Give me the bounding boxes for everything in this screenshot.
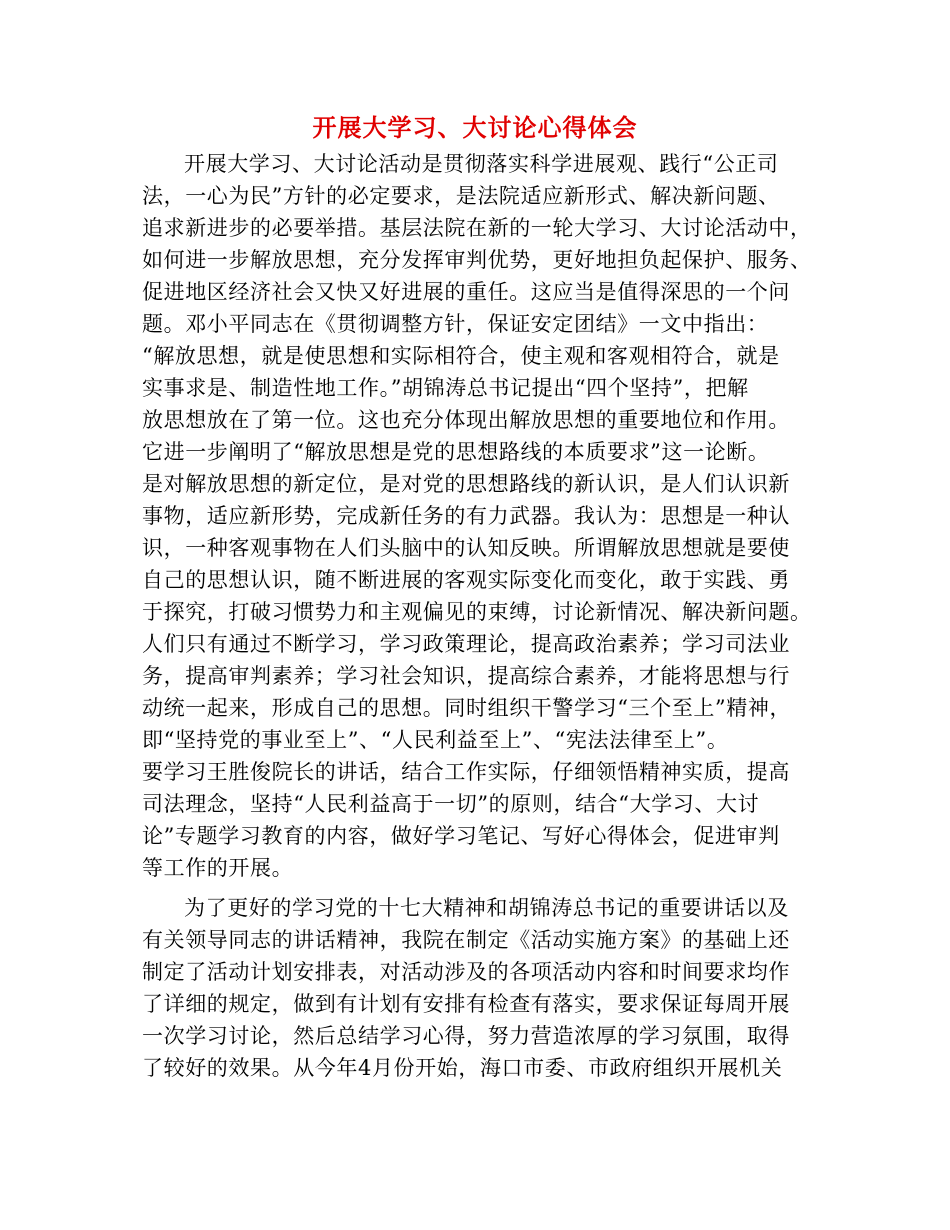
- text-line: 为了更好的学习党的十七大精神和胡锦涛总书记的重要讲话以及: [184, 896, 789, 920]
- text-line: 务，提高审判素养；学习社会知识，提高综合素养，才能将思想与行: [142, 664, 790, 688]
- text-line: 即“坚持党的事业至上”、“人民利益至上”、“宪法法律至上”。: [142, 728, 729, 752]
- text-line: 法，一心为民”方针的必定要求，是法院适应新形式、解决新问题、: [142, 184, 780, 208]
- text-line: 放思想放在了第一位。这也充分体现出解放思想的重要地位和作用。: [142, 408, 790, 432]
- text-line: 开展大学习、大讨论活动是贯彻落实科学进展观、践行“公正司: [184, 152, 779, 176]
- paragraph: [142, 148, 812, 884]
- text-line: 事物，适应新形势，完成新任务的有力武器。我认为：思想是一种认: [142, 504, 790, 528]
- text-line: 动统一起来，形成自己的思想。同时组织干警学习“三个至上”精神，: [142, 696, 792, 720]
- text-line: 有关领导同志的讲话精神，我院在制定《活动实施方案》的基础上还: [142, 928, 790, 952]
- text-line: 一次学习讨论，然后总结学习心得，努力营造浓厚的学习氛围，取得: [142, 1024, 790, 1048]
- text-line: 论”专题学习教育的内容，做好学习笔记、写好心得体会，促进审判: [142, 824, 780, 848]
- text-line: 了详细的规定，做到有计划有安排有检查有落实，要求保证每周开展: [142, 992, 790, 1016]
- text-line: 人们只有通过不断学习，学习政策理论，提高政治素养；学习司法业: [142, 632, 790, 656]
- text-line: 于探究，打破习惯势力和主观偏见的束缚，讨论新情况、解决新问题。: [142, 600, 812, 624]
- document-title: 开展大学习、大讨论心得体会: [312, 114, 638, 142]
- text-line: 追求新进步的必要举措。基层法院在新的一轮大学习、大讨论活动中，: [142, 216, 812, 240]
- text-line: 自己的思想认识，随不断进展的客观实际变化而变化，敢于实践、勇: [142, 568, 790, 592]
- text-line: 实事求是、制造性地工作。”胡锦涛总书记提出“四个坚持”，把解: [142, 376, 749, 400]
- text-line: 识，一种客观事物在人们头脑中的认知反映。所谓解放思想就是要使: [142, 536, 790, 560]
- text-line: 制定了活动计划安排表，对活动涉及的各项活动内容和时间要求均作: [142, 960, 790, 984]
- text-line: 司法理念，坚持“人民利益高于一切”的原则，结合“大学习、大讨: [142, 792, 760, 816]
- text-line: 它进一步阐明了“解放思想是党的思想路线的本质要求”这一论断。: [142, 440, 770, 464]
- paragraph-gap: [142, 884, 812, 892]
- document-body: [142, 148, 812, 1084]
- text-line: 促进地区经济社会又快又好进展的重任。这应当是值得深思的一个问: [142, 280, 790, 304]
- text-line: “解放思想，就是使思想和实际相符合，使主观和客观相符合，就是: [142, 344, 780, 368]
- text-line: 等工作的开展。: [142, 856, 294, 880]
- text-line: 了较好的效果。从今年4月份开始，海口市委、市政府组织开展机关: [142, 1056, 783, 1080]
- text-line: 是对解放思想的新定位，是对党的思想路线的新认识，是人们认识新: [142, 472, 790, 496]
- text-line: 如何进一步解放思想，充分发挥审判优势，更好地担负起保护、服务、: [142, 248, 812, 272]
- paragraph: [142, 892, 812, 1084]
- text-line: 题。邓小平同志在《贯彻调整方针，保证安定团结》一文中指出：: [142, 312, 769, 336]
- text-line: 要学习王胜俊院长的讲话，结合工作实际，仔细领悟精神实质，提高: [142, 760, 790, 784]
